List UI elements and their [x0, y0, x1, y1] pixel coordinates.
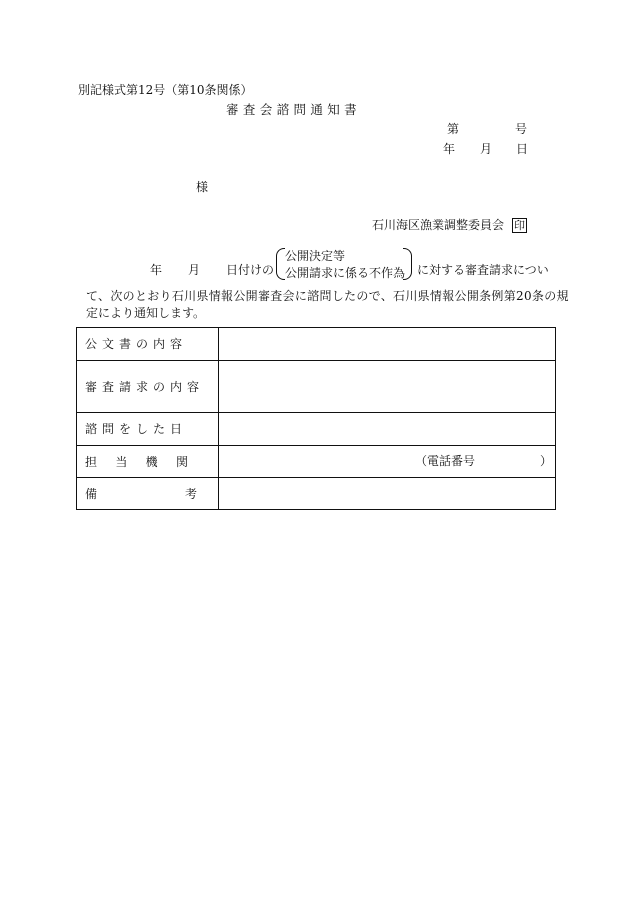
- phone-number-label: （電話番号: [415, 454, 476, 468]
- document-number-line: [447, 123, 527, 137]
- value-inquiry-date[interactable]: [219, 413, 556, 446]
- decision-option: 公開決定等: [285, 249, 346, 263]
- value-document-content[interactable]: [219, 328, 556, 361]
- brace-left: [276, 248, 285, 280]
- body-second-line: て、次のとおり石川県情報公開審査会に諮問したので、石川県情報公開条例第20条の規: [86, 289, 569, 303]
- row-label-inquiry-date: 諮問をした日: [77, 413, 219, 446]
- brace-right: [403, 248, 412, 280]
- table-row: [77, 361, 556, 413]
- body-month: 月: [188, 263, 201, 277]
- date-month: 月: [480, 142, 493, 156]
- body-day-suffix: 日付けの: [226, 263, 275, 277]
- sender-line: [372, 218, 527, 233]
- addressee-honorific: 様: [196, 180, 209, 194]
- table-row: [77, 413, 556, 446]
- table-row: [77, 446, 556, 478]
- number-prefix: 第: [447, 122, 460, 136]
- body-first-line: [78, 248, 558, 284]
- row-label-remarks: 備 考: [77, 478, 219, 510]
- inaction-option: 公開請求に係る不作為: [285, 266, 406, 280]
- table-row: [77, 328, 556, 361]
- document-title: 審 査 会 諮 問 通 知 書: [226, 102, 357, 117]
- sender-name: 石川海区漁業調整委員会: [372, 218, 505, 232]
- number-suffix: 号: [515, 122, 528, 136]
- date-year: 年: [443, 142, 456, 156]
- form-number: 別記様式第12号（第10条関係）: [78, 83, 253, 97]
- value-request-content[interactable]: [219, 361, 556, 413]
- value-responsible-agency[interactable]: [219, 446, 556, 478]
- row-label-document-content: 公文書の内容: [77, 328, 219, 361]
- seal-mark: 印: [514, 219, 526, 232]
- table-row: [77, 478, 556, 510]
- row-label-responsible-agency: 担 当 機 関: [77, 446, 219, 478]
- phone-number-close: ）: [540, 454, 553, 468]
- date-day: 日: [516, 142, 529, 156]
- row-label-request-content: 審査請求の内容: [77, 361, 219, 413]
- body-after-brace: に対する審査請求につい: [417, 263, 549, 277]
- issue-date-line: [443, 143, 527, 157]
- notice-table: [76, 327, 556, 510]
- body-year: 年: [150, 263, 163, 277]
- value-remarks[interactable]: [219, 478, 556, 510]
- body-third-line: 定により通知します。: [86, 306, 206, 320]
